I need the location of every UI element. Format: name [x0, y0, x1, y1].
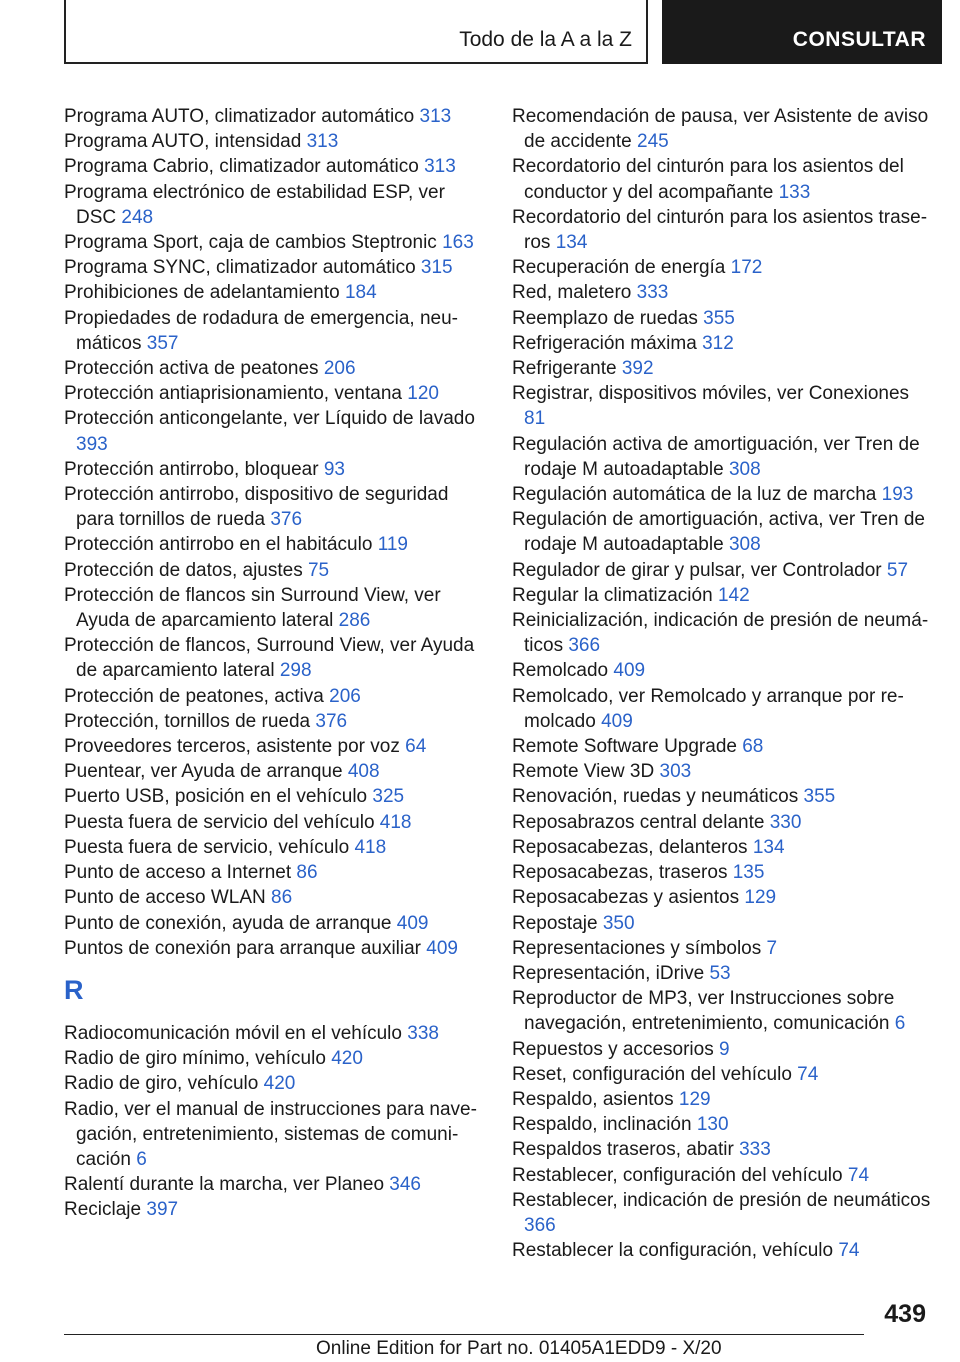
- index-entry-text: Radio de giro mínimo, vehículo: [64, 1048, 326, 1070]
- page-link[interactable]: 408: [347, 761, 380, 783]
- index-entry-text: Reposacabezas y asientos: [512, 887, 740, 909]
- index-entry: [64, 255, 478, 280]
- page-link[interactable]: 129: [678, 1088, 711, 1110]
- index-entry: [64, 709, 478, 734]
- index-entry-text: Programa electrónico de estabilidad ESP, ver DSC: [64, 181, 445, 228]
- index-entry: [64, 154, 478, 179]
- page-link[interactable]: 376: [315, 710, 348, 732]
- index-entry-text: Puesta fuera de servicio del vehículo: [64, 811, 375, 833]
- index-entry: [64, 1021, 478, 1046]
- index-entry: [64, 633, 478, 683]
- page-link[interactable]: 313: [306, 131, 339, 153]
- page-link[interactable]: 409: [396, 912, 429, 934]
- index-entry: [64, 230, 478, 255]
- index-entry-text: Recuperación de energía: [512, 257, 726, 279]
- index-entry: [512, 104, 932, 154]
- index-column-right: [512, 104, 932, 1263]
- index-entry: [64, 1172, 478, 1197]
- page-number: 439: [884, 1300, 926, 1328]
- index-entry-text: Respaldo, inclinación: [512, 1114, 692, 1136]
- index-entry: [512, 911, 932, 936]
- index-entry: [64, 936, 478, 961]
- index-column-left: [64, 104, 478, 1223]
- index-entry-text: Restablecer, indicación de presión de neumáticos: [512, 1189, 931, 1211]
- index-entry: [64, 734, 478, 759]
- index-entry: [64, 835, 478, 860]
- index-entry: [512, 784, 932, 809]
- index-entry-text: Reciclaje: [64, 1199, 142, 1221]
- index-entry-text: Radio de giro, vehículo: [64, 1073, 259, 1095]
- index-entry: [64, 885, 478, 910]
- index-entry: [512, 255, 932, 280]
- page-link[interactable]: 193: [881, 484, 914, 506]
- index-entry-text: Protección antirrobo, bloquear: [64, 458, 319, 480]
- index-entry-text: Remote View 3D: [512, 761, 655, 783]
- page-link[interactable]: 74: [797, 1063, 819, 1085]
- index-entry: [512, 1087, 932, 1112]
- index-entry: [512, 1163, 932, 1188]
- page-link[interactable]: 120: [407, 383, 439, 405]
- page-link[interactable]: 163: [442, 232, 474, 254]
- index-list-r: [64, 1021, 478, 1223]
- index-entry-text: Restablecer la configuración, vehículo: [512, 1240, 834, 1262]
- page-link[interactable]: 313: [424, 156, 456, 178]
- index-entry-text: Propiedades de rodadura de emergencia, neumáticos: [64, 307, 458, 354]
- index-entry-text: Representación, iDrive: [512, 962, 705, 984]
- index-entry-text: Punto de acceso a Internet: [64, 862, 292, 884]
- index-entry: [512, 331, 932, 356]
- index-entry: [512, 961, 932, 986]
- page-link[interactable]: 298: [279, 660, 312, 682]
- index-entry: [64, 104, 478, 129]
- index-entry-text: Protección de flancos, Surround View, ver Ayuda de aparcamiento lateral: [64, 635, 475, 682]
- page-link[interactable]: 68: [742, 736, 764, 758]
- index-entry-text: Puesta fuera de servicio, vehículo: [64, 836, 350, 858]
- page-link[interactable]: 206: [329, 685, 361, 707]
- page-link[interactable]: 134: [752, 836, 785, 858]
- index-entry: [512, 507, 932, 557]
- header-section-tab[interactable]: [64, 0, 648, 64]
- page-link[interactable]: 355: [803, 786, 836, 808]
- index-entry-text: Radiocomunicación móvil en el vehículo: [64, 1022, 402, 1044]
- index-entry: [512, 306, 932, 331]
- index-entry-text: Punto de acceso WLAN: [64, 887, 266, 909]
- index-entry-text: Reinicialización, indicación de presión de neumáticos: [512, 610, 929, 657]
- page-link[interactable]: 308: [728, 458, 761, 480]
- section-letter: R: [64, 974, 84, 1005]
- page-link[interactable]: 313: [419, 106, 452, 127]
- index-entry-text: Regulación activa de amortiguación, ver Tren de rodaje M autoadaptable: [512, 433, 920, 480]
- index-entry-text: Restablecer, configuración del vehículo: [512, 1164, 843, 1186]
- index-entry: [512, 986, 932, 1036]
- index-entry: [64, 810, 478, 835]
- page-link[interactable]: 6: [894, 1013, 906, 1035]
- index-entry: [64, 784, 478, 809]
- page-link[interactable]: 418: [354, 836, 387, 858]
- index-entry-text: Regulación automática de la luz de marcha: [512, 484, 877, 506]
- page-link[interactable]: 338: [407, 1022, 439, 1044]
- page-link[interactable]: 133: [778, 181, 811, 203]
- index-entry: [64, 129, 478, 154]
- page-link[interactable]: 312: [702, 332, 734, 354]
- page-link[interactable]: 206: [323, 358, 356, 380]
- footer-edition: Online Edition for Part no. 01405A1EDD9 - X/20: [316, 1338, 722, 1359]
- index-entry: [512, 810, 932, 835]
- page-link[interactable]: 93: [323, 458, 345, 480]
- index-entry-text: Punto de conexión, ayuda de arranque: [64, 912, 392, 934]
- index-entry: [512, 1112, 932, 1137]
- index-entry: [64, 306, 478, 356]
- index-entry-text: Protección antirrobo en el habitáculo: [64, 534, 373, 556]
- page-link[interactable]: 366: [568, 635, 601, 657]
- page-link[interactable]: 134: [555, 232, 588, 254]
- index-entry: [64, 180, 478, 230]
- page-link[interactable]: 74: [838, 1240, 860, 1262]
- index-entry-text: Programa Cabrio, climatizador automático: [64, 156, 419, 178]
- index-entry-text: Regulación de amortiguación, activa, ver Tren de rodaje M autoadaptable: [512, 509, 925, 556]
- index-list-right: [512, 104, 932, 1263]
- index-entry-text: Renovación, ruedas y neumáticos: [512, 786, 799, 808]
- page-link[interactable]: 333: [636, 282, 669, 304]
- index-entry: [64, 1197, 478, 1222]
- page-link[interactable]: 393: [76, 433, 108, 455]
- header-category-tab-label: CONSULTAR: [792, 28, 926, 51]
- index-entry-text: Reposacabezas, delanteros: [512, 836, 748, 858]
- page-link[interactable]: 86: [296, 862, 318, 884]
- page-link[interactable]: 303: [659, 761, 692, 783]
- index-entry: [512, 658, 932, 683]
- index-entry-text: Refrigeración máxima: [512, 332, 697, 354]
- index-entry-text: Programa AUTO, intensidad: [64, 131, 302, 153]
- page-link[interactable]: 392: [621, 358, 654, 380]
- header-category-tab[interactable]: [662, 0, 942, 64]
- index-entry: [512, 1037, 932, 1062]
- index-entry: [512, 432, 932, 482]
- page-link[interactable]: 308: [728, 534, 761, 556]
- index-entry-text: Recomendación de pausa, ver Asistente de aviso de accidente: [512, 106, 929, 153]
- index-entry-text: Reemplazo de ruedas: [512, 307, 698, 329]
- index-entry: [512, 936, 932, 961]
- page-link[interactable]: 142: [717, 584, 750, 606]
- page-link[interactable]: 129: [744, 887, 777, 909]
- index-entry-text: Protección anticongelante, ver Líquido de lavado: [64, 408, 475, 430]
- index-entry-text: Protección de datos, ajustes: [64, 559, 303, 581]
- index-entry-text: Puentear, ver Ayuda de arranque: [64, 761, 343, 783]
- index-entry: [512, 860, 932, 885]
- page-link[interactable]: 315: [420, 257, 453, 279]
- page-link[interactable]: 53: [709, 962, 731, 984]
- page-link[interactable]: 86: [271, 887, 293, 909]
- index-entry: [64, 558, 478, 583]
- page-link[interactable]: 366: [524, 1214, 556, 1236]
- index-entry-text: Radio, ver el manual de instrucciones para navegación, entretenimiento, sistemas de comunicación: [64, 1098, 477, 1170]
- page-link[interactable]: 64: [405, 736, 427, 758]
- index-entry-text: Representaciones y símbolos: [512, 937, 762, 959]
- index-entry-text: Registrar, dispositivos móviles, ver Conexiones: [512, 383, 910, 405]
- index-entry: [512, 280, 932, 305]
- index-entry: [64, 406, 478, 456]
- page-link[interactable]: 57: [886, 559, 909, 581]
- index-entry: [64, 532, 478, 557]
- page-link[interactable]: 9: [719, 1038, 730, 1060]
- index-entry-text: Reproductor de MP3, ver Instrucciones sobre navegación, entretenimiento, comunicación: [512, 988, 895, 1035]
- page-link[interactable]: 6: [136, 1148, 147, 1170]
- page-link[interactable]: 119: [377, 534, 408, 556]
- page-link[interactable]: 397: [146, 1199, 179, 1221]
- page-link[interactable]: 245: [637, 131, 669, 153]
- index-entry-text: Protección de peatones, activa: [64, 685, 324, 707]
- index-entry-text: Programa AUTO, climatizador automático: [64, 106, 415, 127]
- index-entry: [512, 684, 932, 734]
- index-entry: [512, 583, 932, 608]
- page-link[interactable]: 172: [730, 257, 763, 279]
- index-entry-text: Puntos de conexión para arranque auxiliar: [64, 937, 422, 959]
- index-entry-text: Protección antiaprisionamiento, ventana: [64, 383, 402, 405]
- index-entry-text: Regulador de girar y pulsar, ver Controlador: [512, 559, 882, 581]
- index-entry: [512, 1188, 932, 1238]
- index-entry: [512, 734, 932, 759]
- page-link[interactable]: 325: [372, 786, 405, 808]
- index-entry: [512, 482, 932, 507]
- index-entry-text: Protección antirrobo, dispositivo de seguridad para tornillos de rueda: [64, 484, 449, 531]
- page-link[interactable]: 135: [732, 862, 765, 884]
- index-entry-text: Red, maletero: [512, 282, 632, 304]
- index-entry: [64, 482, 478, 532]
- index-list-p: [64, 104, 478, 961]
- index-entry-text: Protección, tornillos de rueda: [64, 710, 311, 732]
- page-link[interactable]: 330: [769, 811, 802, 833]
- index-entry-text: Repuestos y accesorios: [512, 1038, 714, 1060]
- index-entry-text: Reset, configuración del vehículo: [512, 1063, 792, 1085]
- index-entry: [64, 860, 478, 885]
- index-entry-text: Refrigerante: [512, 358, 617, 380]
- index-entry: [512, 205, 932, 255]
- index-entry: [512, 835, 932, 860]
- page-link[interactable]: 7: [766, 937, 778, 959]
- index-entry: [512, 1238, 932, 1263]
- index-entry: [64, 1071, 478, 1096]
- page-link[interactable]: 350: [602, 912, 635, 934]
- page-link[interactable]: 248: [121, 206, 154, 228]
- page-link[interactable]: 409: [613, 660, 646, 682]
- index-entry-text: Recordatorio del cinturón para los asientos traseros: [512, 206, 928, 254]
- index-entry: [512, 154, 932, 204]
- page-link[interactable]: 420: [263, 1073, 296, 1095]
- index-entry-text: Reposabrazos central delante: [512, 811, 765, 833]
- index-entry: [64, 583, 478, 633]
- index-entry: [512, 1062, 932, 1087]
- page-link[interactable]: 357: [146, 332, 179, 354]
- page-link[interactable]: 286: [338, 610, 371, 632]
- index-entry-text: Remote Software Upgrade: [512, 736, 737, 758]
- page-link[interactable]: 355: [703, 307, 735, 329]
- page-link[interactable]: 81: [524, 408, 546, 430]
- index-entry: [64, 280, 478, 305]
- index-entry: [64, 759, 478, 784]
- page-link[interactable]: 409: [426, 937, 458, 959]
- index-entry: [64, 684, 478, 709]
- page-link[interactable]: 74: [847, 1164, 870, 1186]
- index-entry-text: Repostaje: [512, 912, 598, 934]
- index-entry: [512, 381, 932, 431]
- index-entry-text: Remolcado: [512, 660, 609, 682]
- index-entry-text: Puerto USB, posición en el vehículo: [64, 786, 368, 808]
- page-link[interactable]: 333: [739, 1139, 771, 1161]
- index-entry: [64, 381, 478, 406]
- index-entry-text: Ralentí durante la marcha, ver Planeo: [64, 1174, 385, 1196]
- index-entry: [512, 759, 932, 784]
- index-entry-text: Protección de flancos sin Surround View, ver Ayuda de aparcamiento lateral: [64, 584, 441, 632]
- index-entry: [512, 558, 932, 583]
- index-entry-text: Respaldo, asientos: [512, 1088, 674, 1110]
- page-link[interactable]: 130: [696, 1114, 729, 1136]
- index-entry-text: Proveedores terceros, asistente por voz: [64, 736, 400, 758]
- index-entry-text: Protección activa de peatones: [64, 358, 319, 380]
- index-entry-text: Reposacabezas, traseros: [512, 862, 728, 884]
- index-entry: [512, 608, 932, 658]
- index-entry-text: Prohibiciones de adelantamiento: [64, 282, 340, 304]
- index-entry-text: Recordatorio del cinturón para los asientos del conductor y del acompañante: [512, 156, 904, 203]
- header-section-tab-label: Todo de la A a la Z: [459, 28, 632, 51]
- index-entry: [512, 885, 932, 910]
- page-link[interactable]: 418: [379, 811, 412, 833]
- page-link[interactable]: 346: [389, 1174, 421, 1196]
- page-link[interactable]: 376: [270, 509, 303, 531]
- index-entry-text: Regular la climatización: [512, 584, 713, 606]
- index-entry: [64, 1046, 478, 1071]
- index-entry: [512, 1137, 932, 1162]
- index-entry-text: Respaldos traseros, abatir: [512, 1139, 734, 1161]
- page-link[interactable]: 75: [307, 559, 330, 581]
- index-entry: [64, 356, 478, 381]
- page-link[interactable]: 409: [601, 710, 633, 732]
- footer-divider: [64, 1334, 864, 1335]
- index-entry: [64, 457, 478, 482]
- page-link[interactable]: 184: [344, 282, 377, 304]
- index-entry: [64, 911, 478, 936]
- index-entry-text: Programa Sport, caja de cambios Steptronic: [64, 232, 437, 254]
- index-entry: [512, 356, 932, 381]
- index-entry: [64, 1097, 478, 1173]
- index-entry-text: Programa SYNC, climatizador automático: [64, 257, 416, 279]
- index-entry-text: Remolcado, ver Remolcado y arranque por remolcado: [512, 685, 904, 732]
- page-link[interactable]: 420: [331, 1048, 363, 1070]
